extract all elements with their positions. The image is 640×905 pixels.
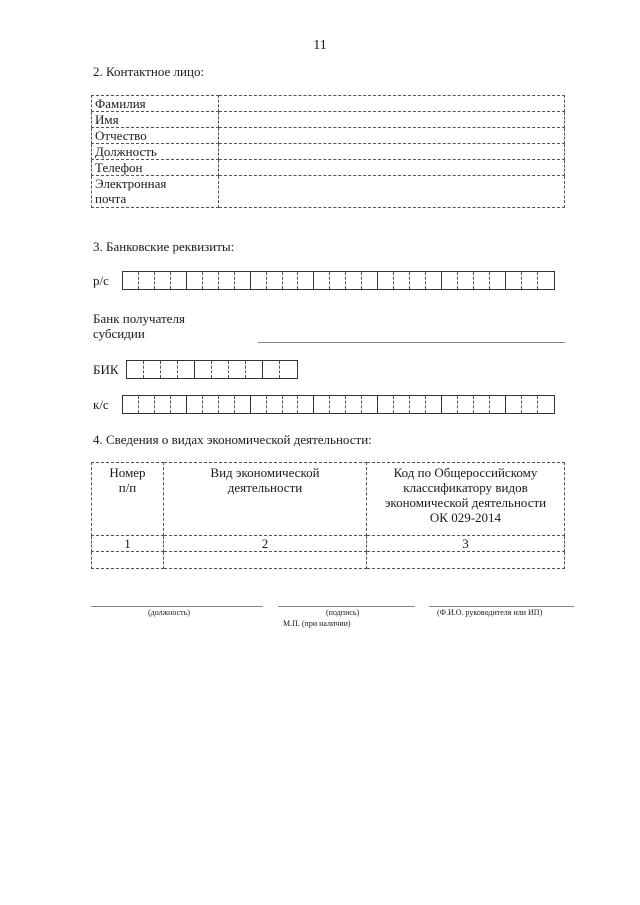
digit-box[interactable] — [171, 396, 187, 413]
contact-label: Фамилия — [92, 96, 219, 112]
digit-box[interactable] — [442, 396, 458, 413]
digit-box[interactable] — [203, 396, 219, 413]
column-number: 2 — [164, 536, 367, 552]
column-header: Номер п/п — [92, 463, 164, 536]
digit-box[interactable] — [394, 272, 410, 289]
table-row — [92, 176, 565, 208]
bank-name-line[interactable] — [258, 342, 565, 343]
digit-box[interactable] — [235, 396, 251, 413]
digit-box[interactable] — [127, 361, 144, 378]
position-line[interactable] — [91, 606, 263, 607]
table-row — [92, 112, 565, 128]
digit-box[interactable] — [267, 272, 283, 289]
column-number: 1 — [92, 536, 164, 552]
name-caption: (Ф.И.О. руководителя или ИП) — [437, 608, 543, 617]
digit-box[interactable] — [538, 396, 554, 413]
digit-box[interactable] — [378, 396, 394, 413]
digit-box[interactable] — [298, 396, 314, 413]
digit-box[interactable] — [346, 396, 362, 413]
digit-box[interactable] — [346, 272, 362, 289]
digit-box[interactable] — [155, 396, 171, 413]
digit-box[interactable] — [522, 272, 538, 289]
digit-box[interactable] — [426, 396, 442, 413]
contact-heading: 2. Контактное лицо: — [93, 64, 205, 79]
digit-box[interactable] — [410, 396, 426, 413]
digit-box[interactable] — [538, 272, 554, 289]
digit-box[interactable] — [246, 361, 263, 378]
contact-label: Телефон — [92, 160, 219, 176]
rs-account-boxes[interactable] — [122, 271, 555, 290]
digit-box[interactable] — [442, 272, 458, 289]
contact-value-cell[interactable] — [219, 144, 565, 160]
digit-box[interactable] — [263, 361, 280, 378]
digit-box[interactable] — [139, 272, 155, 289]
activity-table — [91, 462, 565, 569]
table-row — [92, 96, 565, 112]
digit-box[interactable] — [235, 272, 251, 289]
digit-box[interactable] — [314, 272, 330, 289]
digit-box[interactable] — [410, 272, 426, 289]
stamp-caption: М.П. (при наличии) — [283, 619, 351, 628]
contact-value-cell[interactable] — [219, 128, 565, 144]
digit-box[interactable] — [251, 396, 267, 413]
contact-label: Имя — [92, 112, 219, 128]
rs-label: р/с — [93, 273, 109, 288]
column-header: Код по Общероссийскому классификатору видов экономической деятельности ОК 029-2014 — [367, 463, 565, 536]
table-row — [92, 552, 565, 569]
digit-box[interactable] — [506, 272, 522, 289]
table-cell[interactable] — [92, 552, 164, 569]
digit-box[interactable] — [219, 272, 235, 289]
digit-box[interactable] — [178, 361, 195, 378]
digit-box[interactable] — [171, 272, 187, 289]
digit-box[interactable] — [458, 272, 474, 289]
digit-box[interactable] — [251, 272, 267, 289]
digit-box[interactable] — [330, 272, 346, 289]
bank-heading: 3. Банковские реквизиты: — [93, 239, 235, 254]
contact-value-cell[interactable] — [219, 96, 565, 112]
digit-box[interactable] — [139, 396, 155, 413]
contact-label: Электронная почта — [92, 176, 219, 208]
position-caption: (должность) — [148, 608, 190, 617]
digit-box[interactable] — [490, 272, 506, 289]
page-number: 11 — [313, 38, 327, 53]
ks-account-boxes[interactable] — [122, 395, 555, 414]
digit-box[interactable] — [506, 396, 522, 413]
bik-label: БИК — [93, 362, 119, 377]
digit-box[interactable] — [522, 396, 538, 413]
bank-label: Банк получателя — [93, 311, 185, 326]
name-line[interactable] — [429, 606, 574, 607]
contact-table — [91, 95, 565, 208]
digit-box[interactable] — [394, 396, 410, 413]
digit-box[interactable] — [362, 396, 378, 413]
table-row — [92, 463, 565, 536]
digit-box[interactable] — [187, 272, 203, 289]
digit-box[interactable] — [378, 272, 394, 289]
digit-box[interactable] — [426, 272, 442, 289]
digit-box[interactable] — [123, 396, 139, 413]
digit-box[interactable] — [283, 272, 299, 289]
table-row — [92, 128, 565, 144]
digit-box[interactable] — [229, 361, 246, 378]
digit-box[interactable] — [203, 272, 219, 289]
digit-box[interactable] — [123, 272, 139, 289]
table-row — [92, 144, 565, 160]
digit-box[interactable] — [298, 272, 314, 289]
signature-caption: (подпись) — [326, 608, 360, 617]
bank-label: субсидии — [93, 326, 145, 341]
column-number: 3 — [367, 536, 565, 552]
digit-box[interactable] — [219, 396, 235, 413]
digit-box[interactable] — [458, 396, 474, 413]
digit-box[interactable] — [314, 396, 330, 413]
table-cell[interactable] — [164, 552, 367, 569]
signature-line[interactable] — [278, 606, 415, 607]
digit-box[interactable] — [144, 361, 161, 378]
digit-box[interactable] — [283, 396, 299, 413]
table-row — [92, 160, 565, 176]
digit-box[interactable] — [212, 361, 229, 378]
column-header: Вид экономической деятельности — [164, 463, 367, 536]
ks-label: к/с — [93, 397, 109, 412]
contact-label: Должность — [92, 144, 219, 160]
digit-box[interactable] — [155, 272, 171, 289]
digit-box[interactable] — [161, 361, 178, 378]
digit-box[interactable] — [330, 396, 346, 413]
digit-box[interactable] — [362, 272, 378, 289]
table-row — [92, 536, 565, 552]
contact-value-cell[interactable] — [219, 176, 565, 208]
digit-box[interactable] — [187, 396, 203, 413]
digit-box[interactable] — [474, 272, 490, 289]
activity-heading: 4. Сведения о видах экономической деятельности: — [93, 432, 372, 447]
contact-label: Отчество — [92, 128, 219, 144]
contact-value-cell[interactable] — [219, 160, 565, 176]
digit-box[interactable] — [195, 361, 212, 378]
table-cell[interactable] — [367, 552, 565, 569]
digit-box[interactable] — [474, 396, 490, 413]
contact-value-cell[interactable] — [219, 112, 565, 128]
digit-box[interactable] — [280, 361, 297, 378]
bik-boxes[interactable] — [126, 360, 298, 379]
digit-box[interactable] — [490, 396, 506, 413]
digit-box[interactable] — [267, 396, 283, 413]
